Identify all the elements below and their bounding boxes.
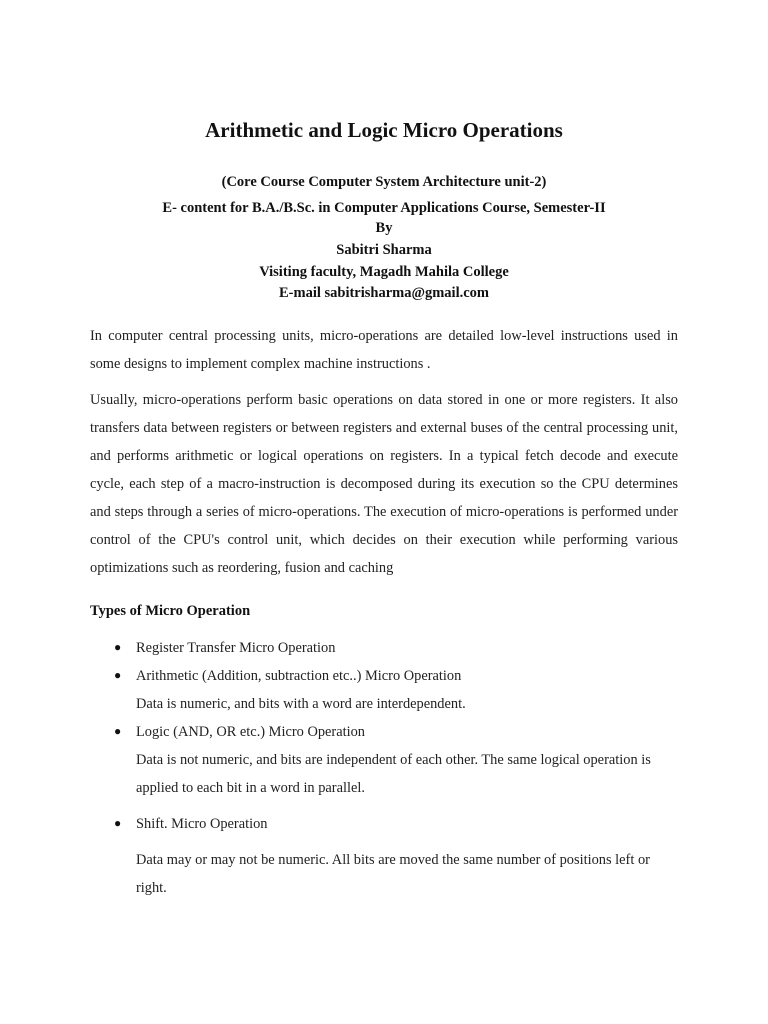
bullet-icon: ● [114,816,122,830]
bullet-icon: ● [114,640,122,654]
econtent-line: E- content for B.A./B.Sc. in Computer Applications Course, Semester-II [162,200,606,216]
shift-description: Data may or may not be numeric. All bits are moved the same number of positions left or right. [136,852,650,896]
course-line: (Core Course Computer System Architecture unit-2) [221,174,547,190]
bullet-arithmetic: Arithmetic (Addition, subtraction etc..) Micro Operation [136,668,462,684]
affiliation-line: Visiting faculty, Magadh Mahila College [259,264,509,280]
document-title: Arithmetic and Logic Micro Operations [205,118,563,142]
logic-description: Data is not numeric, and bits are independent of each other. The same logical operation is applied to each bit in a word in parallel. [136,752,651,796]
author-name: Sabitri Sharma [336,242,432,258]
arithmetic-description: Data is numeric, and bits with a word are interdependent. [136,696,466,712]
bullet-logic: Logic (AND, OR etc.) Micro Operation [136,724,365,740]
micro-operations-paragraph: Usually, micro-operations perform basic operations on data stored in one or more registers. It also transfers data between registers or between registers and external buses of the central processing unit, and performs arithmetic or logical operations on registers. In a typical fetch decode and execute cycle, each step of a macro-instruction is decomposed during its execution so the CPU determines and steps through a series of micro-operations. The execution of micro-operations is performed under control of the CPU's control unit, which decides on their execution while performing various optimizations such as reordering, fusion and caching [90,392,678,576]
bullet-icon: ● [114,724,122,738]
bullet-icon: ● [114,668,122,682]
intro-paragraph: In computer central processing units, micro-operations are detailed low-level instructions used in some designs to implement complex machine instructions . [90,328,678,372]
bullet-register-transfer: Register Transfer Micro Operation [136,640,336,656]
bullet-shift: Shift. Micro Operation [136,816,268,832]
by-line: By [375,220,393,236]
email-line: E-mail sabitrisharma@gmail.com [278,285,490,301]
types-heading: Types of Micro Operation [90,603,251,619]
